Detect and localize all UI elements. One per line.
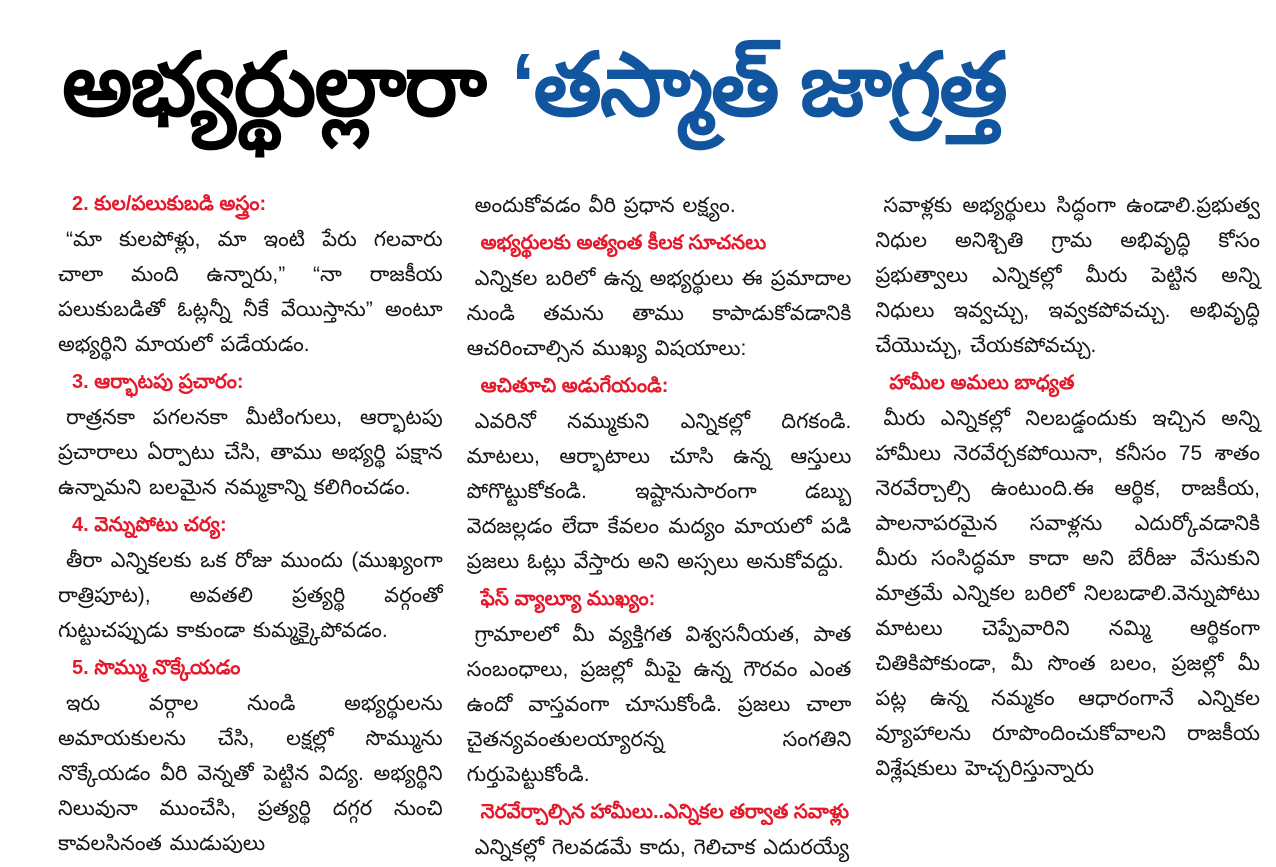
article-column-3 <box>875 188 1260 788</box>
section-subheading: ఫేస్ వ్యాల్యూ ముఖ్యం: <box>480 588 656 610</box>
section-subheading: హామీల అమలు బాధ్యత <box>889 372 1075 394</box>
article-column-1 <box>58 188 443 863</box>
section-subheading: 3. ఆర్భాటపు ప్రచారం: <box>72 371 244 393</box>
section-subheading: 5. సొమ్ము నొక్కేయడం <box>72 657 241 679</box>
body-paragraph: రాత్రనకా పగలనకా మీటింగులు, ఆర్భాటపు ప్రచారాలు ఏర్పాటు చేసి, తాము అభ్యర్థి పక్షాన ఉన్నామని బలమైన నమ్మకాన్ని కలిగించడం. <box>58 406 443 499</box>
headline <box>58 6 1260 180</box>
body-paragraph: అందుకోవడం వీరి ప్రధాన లక్ష్యం. <box>474 194 736 217</box>
section-subheading: ఆచితూచి అడుగేయండి: <box>480 375 669 397</box>
article-columns <box>58 188 1260 867</box>
body-paragraph: ఎన్నికల్లో గెలవడమే కాదు, గెలిచాక ఎదురయ్యే <box>474 836 850 859</box>
headline-blue-text: ‘తస్మాత్ జాగ్రత్త <box>510 35 1006 134</box>
body-paragraph: సవాళ్లకు అభ్యర్థులు సిద్ధంగా ఉండాలి.ప్రభుత్వ నిధుల అనిశ్చితి గ్రామ అభివృద్ధి కోసం ప్రభుత్వాలు ఎన్నికల్లో మీరు పెట్టిన అన్ని నిధులు ఇవ్వచ్చు, ఇవ్వకపోవచ్చు. అభివృద్ధి చేయొచ్చు, చేయకపోవచ్చు. <box>875 194 1261 357</box>
headline-black-text: అభ్యర్థుల్లారా <box>62 35 485 134</box>
body-paragraph: తీరా ఎన్నికలకు ఒక రోజు ముందు (ముఖ్యంగా రాత్రిపూట), అవతలి ప్రత్యర్థి వర్గంతో గుట్టుచప్పుడు కాకుండా కుమ్మక్కైపోవడం. <box>58 549 443 642</box>
section-subheading: అభ్యర్థులకు అత్యంత కీలక సూచనలు <box>480 232 767 254</box>
body-paragraph: ఎన్నికల బరిలో ఉన్న అభ్యర్థులు ఈ ప్రమాదాల నుండి తమను తాము కాపాడుకోవడానికి ఆచరించాల్సిన ముఖ్య విషయాలు: <box>466 267 852 360</box>
body-paragraph: మీరు ఎన్నికల్లో నిలబడ్డందుకు ఇచ్చిన అన్ని హామీలు నెరవేర్చకపోయినా, కనీసం 75 శాతం నెరవేర్చాల్సి ఉంటుంది.ఈ ఆర్థిక, రాజకీయ, పాలనాపరమైన సవాళ్లను ఎదుర్కోవడానికి మీరు సంసిద్ధమా కాదా అని బేరీజు వేసుకుని మాత్రమే ఎన్నికల బరిలో నిలబడాలి.వెన్నుపోటు మాటలు చెప్పేవారిని నమ్మి ఆర్థికంగా చితికిపోకుండా, మీ సొంత బలం, ప్రజల్లో మీ పట్ల ఉన్న నమ్మకం ఆధారంగానే ఎన్నికల వ్యూహాలను రూపొందించుకోవాలని రాజకీయ విశ్లేషకులు హెచ్చరిస్తున్నారు <box>875 407 1261 780</box>
body-paragraph: ఎవరినో నమ్ముకుని ఎన్నికల్లో దిగకండి. మాటలు, ఆర్భాటాలు చూసి ఉన్న ఆస్తులు పోగొట్టుకోకండి. ఇష్టానుసారంగా డబ్బు వెదజల్లడం లేదా కేవలం మద్యం మాయలో పడి ప్రజలు ఓట్లు వేస్తారు అని అస్సలు అనుకోవద్దు. <box>466 410 852 573</box>
section-subheading: 4. వెన్నుపోటు చర్య: <box>72 514 227 536</box>
section-subheading: 2. కుల/పలుకుబడి అస్త్రం: <box>72 193 267 215</box>
section-subheading: నెరవేర్చాల్సిన హామీలు..ఎన్నికల తర్వాత సవాళ్లు <box>480 801 850 823</box>
body-paragraph: “మా కులపోళ్లు, మా ఇంటి పేరు గలవారు చాలా మంది ఉన్నారు,” “నా రాజకీయ పలుకుబడితో ఓట్లన్నీ నీకే వేయిస్తాను” అంటూ అభ్యర్థిని మాయలో పడేయడం. <box>58 228 443 356</box>
body-paragraph: గ్రామాలలో మీ వ్యక్తిగత విశ్వసనీయత, పాత సంబంధాలు, ప్రజల్లో మీపై ఉన్న గౌరవం ఎంత ఉందో వాస్తవంగా చూసుకోండి. ప్రజలు చాలా చైతన్యవంతులయ్యారన్న సంగతిని గుర్తుపెట్టుకోండి. <box>466 623 852 786</box>
body-paragraph: ఇరు వర్గాల నుండి అభ్యర్థులను అమాయకులను చేసి, లక్షల్లో సొమ్మును నొక్కేయడం వీరి వెన్నతో పెట్టిన విద్య. అభ్యర్థిని నిలువునా ముంచేసి, ప్రత్యర్థి దగ్గర నుంచి కావలసినంత ముడుపులు <box>58 692 443 855</box>
article-column-2 <box>467 188 852 867</box>
